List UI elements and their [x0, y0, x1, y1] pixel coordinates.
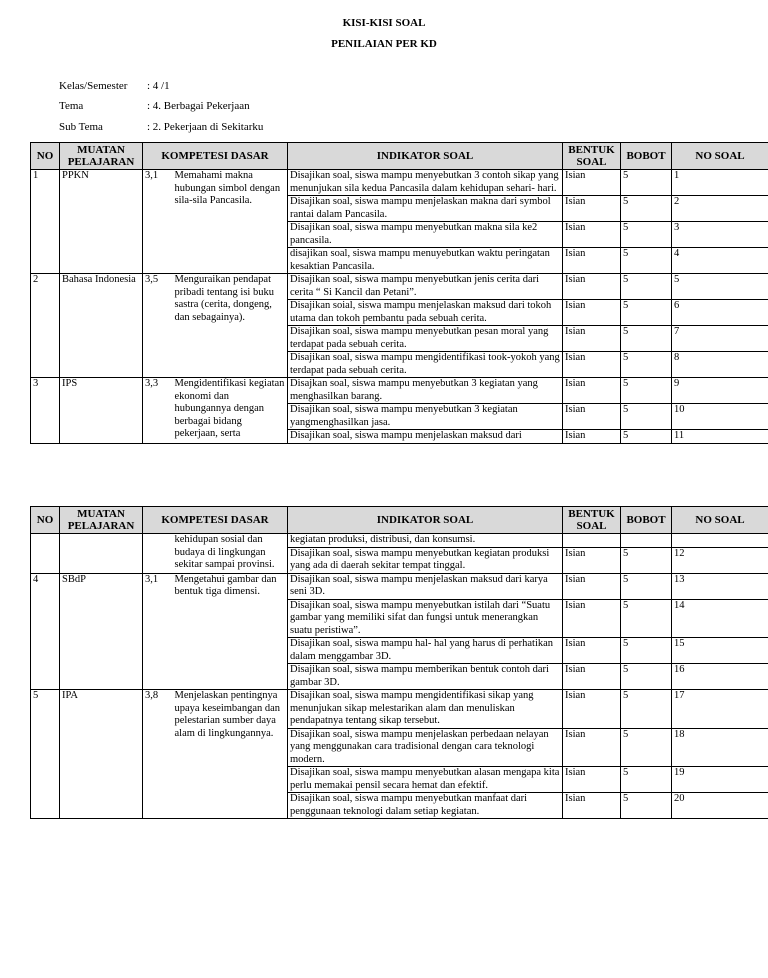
row-no: 1 — [31, 170, 60, 274]
document-title: KISI-KISI SOAL — [342, 17, 426, 29]
row-no: 5 — [31, 690, 60, 819]
bobot-value: 5 — [621, 599, 672, 638]
indikator-text: Disajikan soal, siswa mampu menjelaskan maksud dari karya seni 3D. — [288, 573, 563, 599]
kd-number: 3,3 — [143, 378, 173, 444]
subject-name: IPA — [60, 690, 143, 819]
bentuk-soal: Isian — [563, 793, 621, 819]
bobot-value: 5 — [621, 728, 672, 767]
bentuk-soal: Isian — [563, 690, 621, 729]
indikator-text: Disajikan soal, siswa mampu menyebutkan manfaat dari penggunaan teknologi dalam setiap kegiatan. — [288, 793, 563, 819]
bobot-value: 5 — [621, 170, 672, 196]
header-row — [31, 143, 768, 170]
bentuk-soal: Isian — [563, 404, 621, 430]
question-number: 20 — [672, 793, 768, 819]
bentuk-soal: Isian — [563, 599, 621, 638]
kd-number: 3,8 — [143, 690, 173, 819]
bobot-value: 5 — [621, 404, 672, 430]
bobot-value: 5 — [621, 767, 672, 793]
indikator-text: Disajikan soal, siswa mampu menyebutkan pesan moral yang terdapat pada sebuah cerita. — [288, 326, 563, 352]
bobot-value: 5 — [621, 300, 672, 326]
question-number: 14 — [672, 599, 768, 638]
col-indikator-header: INDIKATOR SOAL — [288, 143, 563, 170]
indikator-text: Disajikan soal, siswa mampu menjelaskan maksud dari — [288, 430, 563, 444]
question-number: 17 — [672, 690, 768, 729]
col-bentuk-header: BENTUK SOAL — [563, 507, 621, 534]
indikator-text: Disajikan soal, siswa mampu mengidentifikasi took-yokoh yang terdapat pada sebuah cerita. — [288, 352, 563, 378]
kd-description: kehidupan sosial dan budaya di lingkungan sekitar sampai provinsi. — [173, 534, 288, 574]
indikator-text: Disajikan soal, siswa mampu menyebutkan alasan mengapa kita perlu memakai pensil secara hemat dan efektif. — [288, 767, 563, 793]
question-number: 4 — [672, 248, 768, 274]
bobot-value: 5 — [621, 573, 672, 599]
question-number: 10 — [672, 404, 768, 430]
kd-description: Menjelaskan pentingnya upaya keseimbangan dan pelestarian sumber daya alam di lingkungannya. — [173, 690, 288, 819]
col-nosoal-header: NO SOAL — [672, 507, 768, 534]
indikator-text: disajikan soal, siswa mampu menuyebutkan waktu peringatan kesaktian Pancasila. — [288, 248, 563, 274]
col-no-header: NO — [31, 507, 60, 534]
col-bobot-header: BOBOT — [621, 507, 672, 534]
question-number: 1 — [672, 170, 768, 196]
bentuk-soal: Isian — [563, 222, 621, 248]
subject-name: IPS — [60, 378, 143, 444]
bentuk-soal: Isian — [563, 300, 621, 326]
subject-name: PPKN — [60, 170, 143, 274]
question-number: 2 — [672, 196, 768, 222]
question-number: 12 — [672, 547, 768, 573]
bentuk-soal: Isian — [563, 326, 621, 352]
indikator-text: Disajikan soal, siswa mampu mengidentifikasi sikap yang menunjukan sikap melestarikan alam dan menuliskan pendapatnya tentang sikap tersebut. — [288, 690, 563, 729]
bentuk-soal: Isian — [563, 664, 621, 690]
meta-tema — [59, 100, 250, 112]
kisi-table-page-2 — [30, 506, 768, 819]
row-no: 3 — [31, 378, 60, 444]
bobot-value — [621, 534, 672, 548]
bentuk-soal: Isian — [563, 196, 621, 222]
meta-kelas — [59, 80, 170, 92]
bobot-value: 5 — [621, 326, 672, 352]
meta-value: : 4. Berbagai Pekerjaan — [147, 100, 250, 112]
bentuk-soal: Isian — [563, 378, 621, 404]
col-kd-header: KOMPETESI DASAR — [143, 507, 288, 534]
table-row — [31, 170, 768, 196]
bentuk-soal: Isian — [563, 728, 621, 767]
bentuk-soal: Isian — [563, 248, 621, 274]
col-indikator-header: INDIKATOR SOAL — [288, 507, 563, 534]
question-number: 18 — [672, 728, 768, 767]
bobot-value: 5 — [621, 638, 672, 664]
indikator-text: Disajikan soal, siswa mampu menyebutkan 3 contoh sikap yang menunjukan sila kedua Pancasila dalam kehidupan sehari- hari. — [288, 170, 563, 196]
bentuk-soal: Isian — [563, 430, 621, 444]
col-no-header: NO — [31, 143, 60, 170]
question-number — [672, 534, 768, 548]
bobot-value: 5 — [621, 664, 672, 690]
indikator-text: Disajikan soal, siswa mampu menjelaskan perbedaan nelayan yang menggunakan cara tradisional dengan cara teknologi modern. — [288, 728, 563, 767]
question-number: 8 — [672, 352, 768, 378]
meta-label: Tema — [59, 100, 84, 112]
indikator-text: Disajikan soal, siswa mampu memberikan bentuk contoh dari gambar 3D. — [288, 664, 563, 690]
meta-label: Kelas/Semester — [59, 80, 128, 92]
indikator-text: Disajikan soal, siswa mampu menyebutkan istilah dari “Suatu gambar yang memiliki sifat dan fungsi untuk menerangkan suatu peristiwa”. — [288, 599, 563, 638]
col-muatan-header: MUATAN PELAJARAN — [60, 507, 143, 534]
bobot-value: 5 — [621, 793, 672, 819]
question-number: 7 — [672, 326, 768, 352]
kisi-table-page-1 — [30, 142, 768, 444]
document-subtitle: PENILAIAN PER KD — [331, 38, 437, 50]
kd-number: 3,1 — [143, 573, 173, 690]
bentuk-soal: Isian — [563, 170, 621, 196]
bobot-value: 5 — [621, 430, 672, 444]
table-row — [31, 534, 768, 548]
bentuk-soal — [563, 534, 621, 548]
table-row — [31, 378, 768, 404]
bentuk-soal: Isian — [563, 638, 621, 664]
col-bentuk-header: BENTUK SOAL — [563, 143, 621, 170]
question-number: 6 — [672, 300, 768, 326]
bentuk-soal: Isian — [563, 547, 621, 573]
kd-description: Mengetahui gambar dan bentuk tiga dimensi. — [173, 573, 288, 690]
col-bobot-header: BOBOT — [621, 143, 672, 170]
row-no: 2 — [31, 274, 60, 378]
subject-name — [60, 534, 143, 574]
indikator-text: Disajikan soal, siswa mampu menyebutkan 3 kegiatan yangmenghasilkan jasa. — [288, 404, 563, 430]
col-kd-header: KOMPETESI DASAR — [143, 143, 288, 170]
bentuk-soal: Isian — [563, 767, 621, 793]
header-row — [31, 507, 768, 534]
subject-name: SBdP — [60, 573, 143, 690]
kd-number: 3,5 — [143, 274, 173, 378]
table-row — [31, 274, 768, 300]
col-nosoal-header: NO SOAL — [672, 143, 768, 170]
bobot-value: 5 — [621, 222, 672, 248]
meta-label: Sub Tema — [59, 121, 103, 133]
col-muatan-header: MUATAN PELAJARAN — [60, 143, 143, 170]
indikator-text: Disajikan soal, siswa mampu menjelaskan makna dari symbol rantai dalam Pancasila. — [288, 196, 563, 222]
bobot-value: 5 — [621, 274, 672, 300]
question-number: 5 — [672, 274, 768, 300]
bentuk-soal: Isian — [563, 274, 621, 300]
row-no — [31, 534, 60, 574]
subject-name: Bahasa Indonesia — [60, 274, 143, 378]
meta-value: : 4 /1 — [147, 80, 170, 92]
kd-description: Memahami makna hubungan simbol dengan sila-sila Pancasila. — [173, 170, 288, 274]
question-number: 15 — [672, 638, 768, 664]
bentuk-soal: Isian — [563, 573, 621, 599]
bobot-value: 5 — [621, 378, 672, 404]
bobot-value: 5 — [621, 690, 672, 729]
kd-description: Menguraikan pendapat pribadi tentang isi buku sastra (cerita, dongeng, dan sebagainya). — [173, 274, 288, 378]
meta-subtema — [59, 121, 263, 133]
kd-description: Mengidentifikasi kegiatan ekonomi dan hubungannya dengan berbagai bidang pekerjaan, serta — [173, 378, 288, 444]
question-number: 3 — [672, 222, 768, 248]
question-number: 13 — [672, 573, 768, 599]
indikator-text: Disajikan soal, siswa mampu menyebutkan makna sila ke2 pancasila. — [288, 222, 563, 248]
question-number: 16 — [672, 664, 768, 690]
indikator-text: Disajikan soal, siswa mampu menyebutkan jenis cerita dari cerita “ Si Kancil dan Petani”. — [288, 274, 563, 300]
meta-value: : 2. Pekerjaan di Sekitarku — [147, 121, 264, 133]
bobot-value: 5 — [621, 248, 672, 274]
bobot-value: 5 — [621, 196, 672, 222]
question-number: 19 — [672, 767, 768, 793]
table-row — [31, 573, 768, 599]
indikator-text: kegiatan produksi, distribusi, dan konsumsi. — [288, 534, 563, 548]
row-no: 4 — [31, 573, 60, 690]
table-row — [31, 690, 768, 729]
bentuk-soal: Isian — [563, 352, 621, 378]
indikator-text: Disajkan soal, siswa mampu menyebutkan 3 kegiatan yang menghasilkan barang. — [288, 378, 563, 404]
kd-number: 3,1 — [143, 170, 173, 274]
question-number: 9 — [672, 378, 768, 404]
indikator-text: Disajikan soial, siswa mampu menjelaskan maksud dari tokoh utama dan tokoh pembantu pada sebuah cerita. — [288, 300, 563, 326]
bobot-value: 5 — [621, 547, 672, 573]
indikator-text: Disajikan soal, siswa mampu hal- hal yang harus di perhatikan dalam menggambar 3D. — [288, 638, 563, 664]
kd-number — [143, 534, 173, 574]
question-number: 11 — [672, 430, 768, 444]
indikator-text: Disajikan soal, siswa mampu menyebutkan kegiatan produksi yang ada di daerah sekitar tempat tinggal. — [288, 547, 563, 573]
bobot-value: 5 — [621, 352, 672, 378]
